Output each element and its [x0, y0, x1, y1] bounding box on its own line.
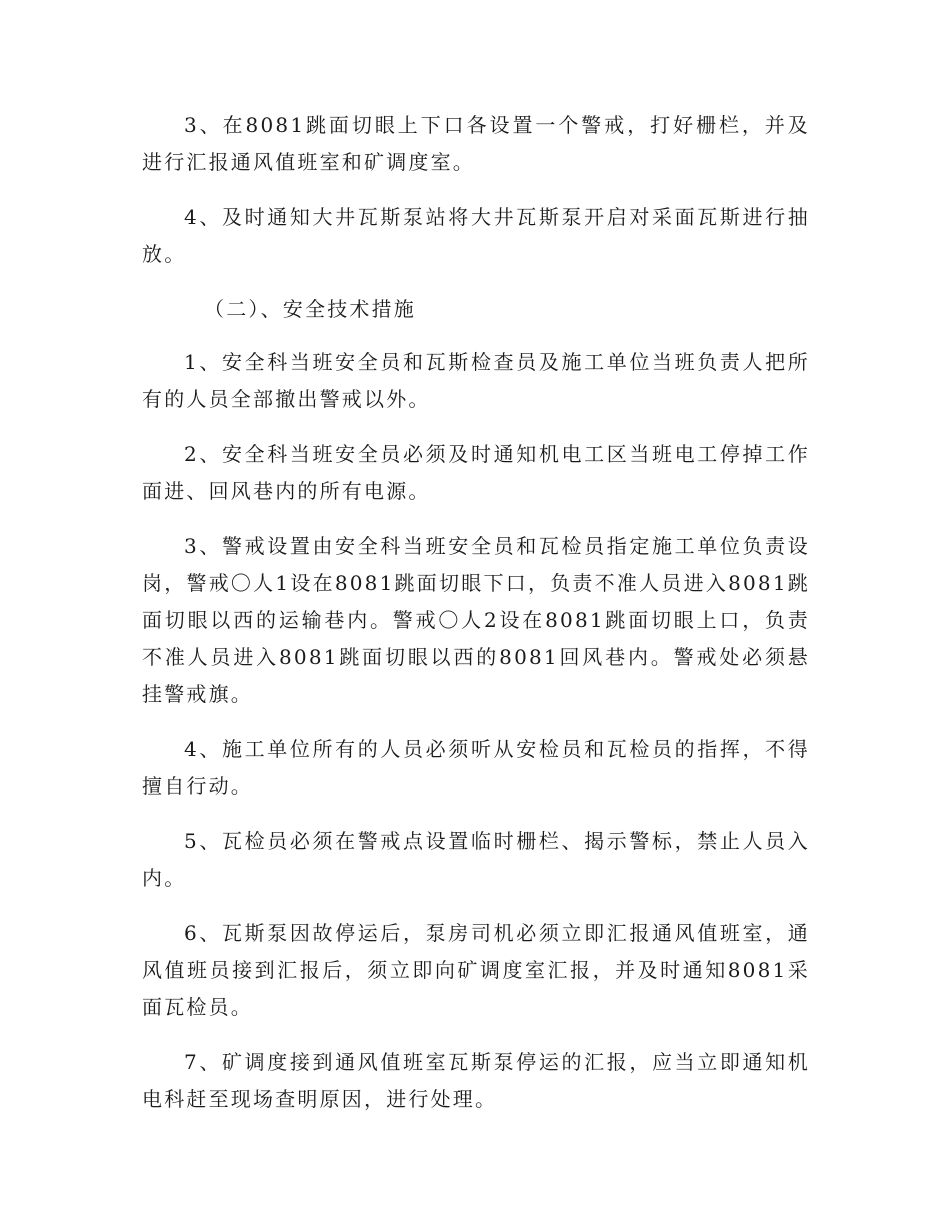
paragraph-cut-power: 2、安全科当班安全员必须及时通知机电工区当班电工停掉工作面进、回风巷内的所有电源。	[142, 442, 810, 503]
paragraph-gas-pump-notify: 4、及时通知大井瓦斯泵站将大井瓦斯泵开启对采面瓦斯进行抽放。	[142, 205, 810, 266]
section-heading-safety-measures: （二）、安全技术措施	[204, 297, 416, 321]
paragraph-warning-setup: 3、在8081跳面切眼上下口各设置一个警戒，打好栅栏，并及进行汇报通风值班室和矿调度室。	[142, 113, 810, 174]
paragraph-evacuate-personnel: 1、安全科当班安全员和瓦斯检查员及施工单位当班负责人把所有的人员全部撤出警戒以外。	[142, 350, 810, 411]
paragraph-obey-command: 4、施工单位所有的人员必须听从安检员和瓦检员的指挥，不得擅自行动。	[142, 737, 810, 798]
paragraph-guard-posts: 3、警戒设置由安全科当班安全员和瓦检员指定施工单位负责设岗，警戒〇人1设在8081跳面切眼下口，负责不准人员进入8081跳面切眼以西的运输巷内。警戒〇人2设在8081跳面切眼上口，负责不准人员进入8081跳面切眼以西的8081回风巷内。警戒处必须悬挂警戒旗。	[142, 534, 810, 706]
paragraph-dispatch-response: 7、矿调度接到通风值班室瓦斯泵停运的汇报，应当立即通知机电科赶至现场查明原因，进行处理。	[142, 1050, 810, 1111]
paragraph-pump-stop-report: 6、瓦斯泵因故停运后，泵房司机必须立即汇报通风值班室，通风值班员接到汇报后，须立即向矿调度室汇报，并及时通知8081采面瓦检员。	[142, 921, 810, 1019]
paragraph-temporary-fence: 5、瓦检员必须在警戒点设置临时栅栏、揭示警标，禁止人员入内。	[142, 829, 810, 890]
